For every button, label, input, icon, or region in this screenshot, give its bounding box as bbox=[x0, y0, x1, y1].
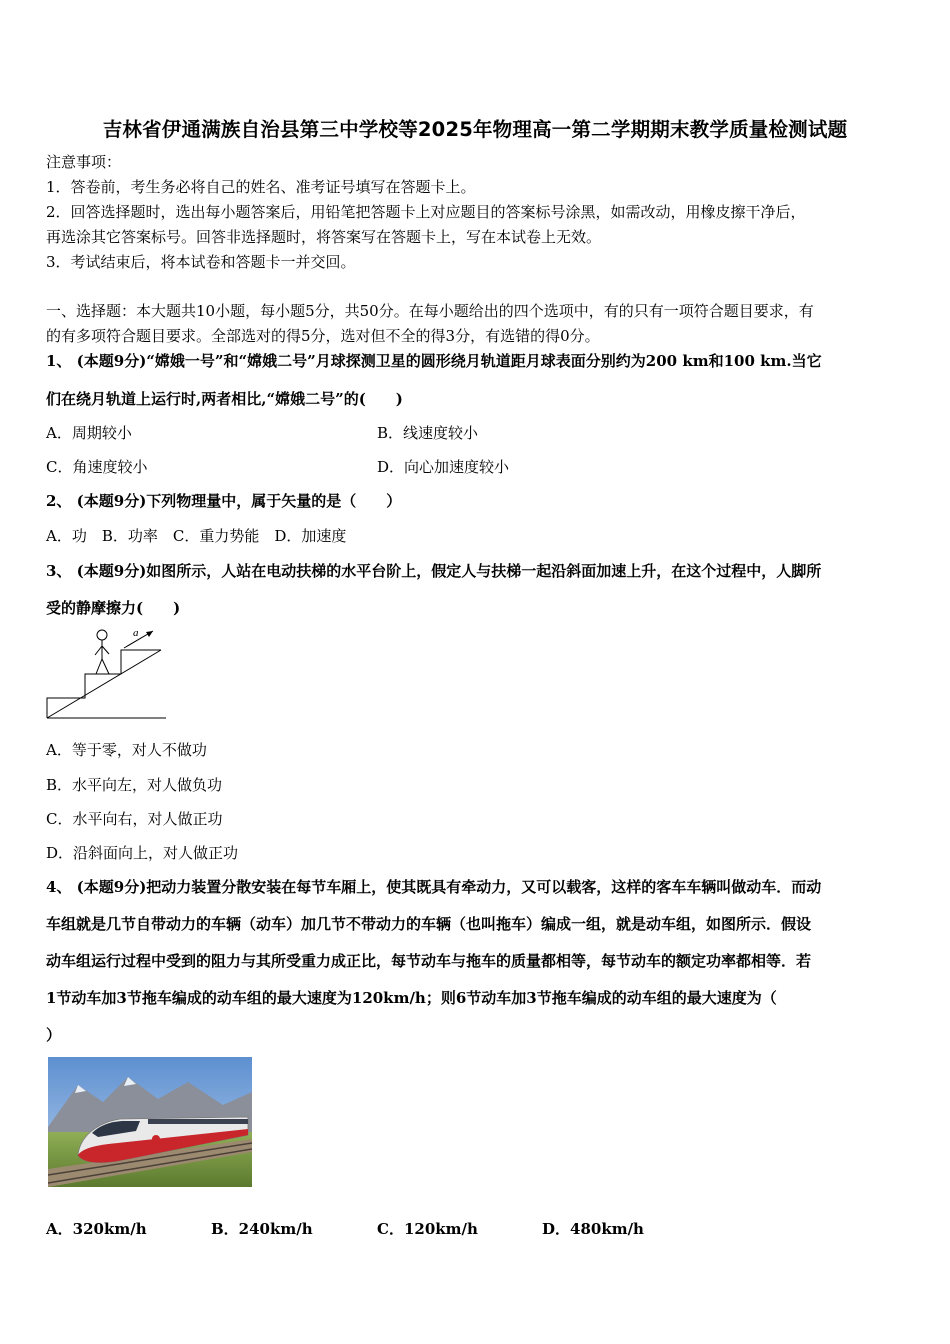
q4-option-a: A．320km/h bbox=[46, 1220, 147, 1238]
q4-option-d: D．480km/h bbox=[542, 1220, 644, 1238]
q2-options: A．功 B．功率 C．重力势能 D．加速度 bbox=[46, 527, 347, 545]
notice-item-1: 1．答卷前，考生务必将自己的姓名、准考证号填写在答题卡上。 bbox=[46, 178, 476, 196]
q1-stem-line1: 1、 (本题9分)“嫦娥一号”和“嫦娥二号”月球探测卫星的圆形绕月轨道距月球表面分别约为200 km和100 km.当它 bbox=[46, 352, 822, 370]
q4-stem-line2: 车组就是几节自带动力的车辆（动车）加几节不带动力的车辆（也叫拖车）编成一组，就是动车组，如图所示．假设 bbox=[46, 915, 812, 933]
escalator-figure bbox=[45, 626, 170, 721]
q4-stem-line4: 1节动车加3节拖车编成的动车组的最大速度为120km/h；则6节动车加3节拖车编成的动车组的最大速度为（ bbox=[46, 989, 777, 1007]
notice-item-3: 3．考试结束后，将本试卷和答题卡一并交回。 bbox=[46, 253, 356, 271]
person-icon bbox=[95, 630, 109, 674]
q4-option-b: B．240km/h bbox=[211, 1220, 313, 1238]
section-intro-line2: 的有多项符合题目要求。全部选对的得5分，选对但不全的得3分，有选错的得0分。 bbox=[46, 327, 600, 345]
notice-item-2-cont: 再选涂其它答案标号。回答非选择题时，将答案写在答题卡上，写在本试卷上无效。 bbox=[46, 228, 602, 246]
q4-option-c: C．120km/h bbox=[377, 1220, 478, 1238]
q1-stem-line2: 们在绕月轨道上运行时,两者相比,“嫦娥二号”的( ) bbox=[46, 390, 403, 408]
q4-stem-line3: 动车组运行过程中受到的阻力与其所受重力成正比，每节动车与拖车的质量都相等，每节动车的额定功率都相等．若 bbox=[46, 952, 812, 970]
q1-option-c: C．角速度较小 bbox=[46, 458, 148, 476]
q1-option-a: A．周期较小 bbox=[46, 424, 132, 442]
q4-stem-line1: 4、 (本题9分)把动力装置分散安装在每节车厢上，使其既具有牵动力，又可以载客，这样的客车车辆叫做动车．而动 bbox=[46, 878, 822, 896]
q3-stem-line2: 受的静摩擦力( ) bbox=[46, 599, 181, 617]
section-intro-line1: 一、选择题：本大题共10小题，每小题5分，共50分。在每小题给出的四个选项中，有的只有一项符合题目要求，有 bbox=[46, 302, 814, 320]
notice-item-2: 2．回答选择题时，选出每小题答案后，用铅笔把答题卡上对应题目的答案标号涂黑，如需改动，用橡皮擦干净后， bbox=[46, 203, 806, 221]
q2-stem: 2、 (本题9分)下列物理量中，属于矢量的是（ ） bbox=[46, 492, 402, 510]
q3-option-c: C．水平向右，对人做正功 bbox=[46, 810, 223, 828]
q3-option-a: A．等于零，对人不做功 bbox=[46, 741, 207, 759]
notice-heading: 注意事项： bbox=[46, 153, 122, 171]
acceleration-arrow-icon bbox=[124, 631, 153, 648]
q3-option-b: B．水平向左，对人做负功 bbox=[46, 776, 223, 794]
train-photo bbox=[48, 1057, 252, 1187]
q1-option-d: D．向心加速度较小 bbox=[377, 458, 510, 476]
q1-option-b: B．线速度较小 bbox=[377, 424, 479, 442]
q4-stem-line5: ） bbox=[46, 1026, 62, 1044]
escalator-incline bbox=[47, 650, 161, 718]
q3-stem-line1: 3、 (本题9分)如图所示，人站在电动扶梯的水平台阶上，假定人与扶梯一起沿斜面加速上升，在这个过程中，人脚所 bbox=[46, 562, 822, 580]
acceleration-label: a bbox=[133, 627, 139, 639]
page-title: 吉林省伊通满族自治县第三中学校等2025年物理高一第二学期期末教学质量检测试题 bbox=[102, 118, 848, 141]
q3-option-d: D．沿斜面向上，对人做正功 bbox=[46, 844, 239, 862]
